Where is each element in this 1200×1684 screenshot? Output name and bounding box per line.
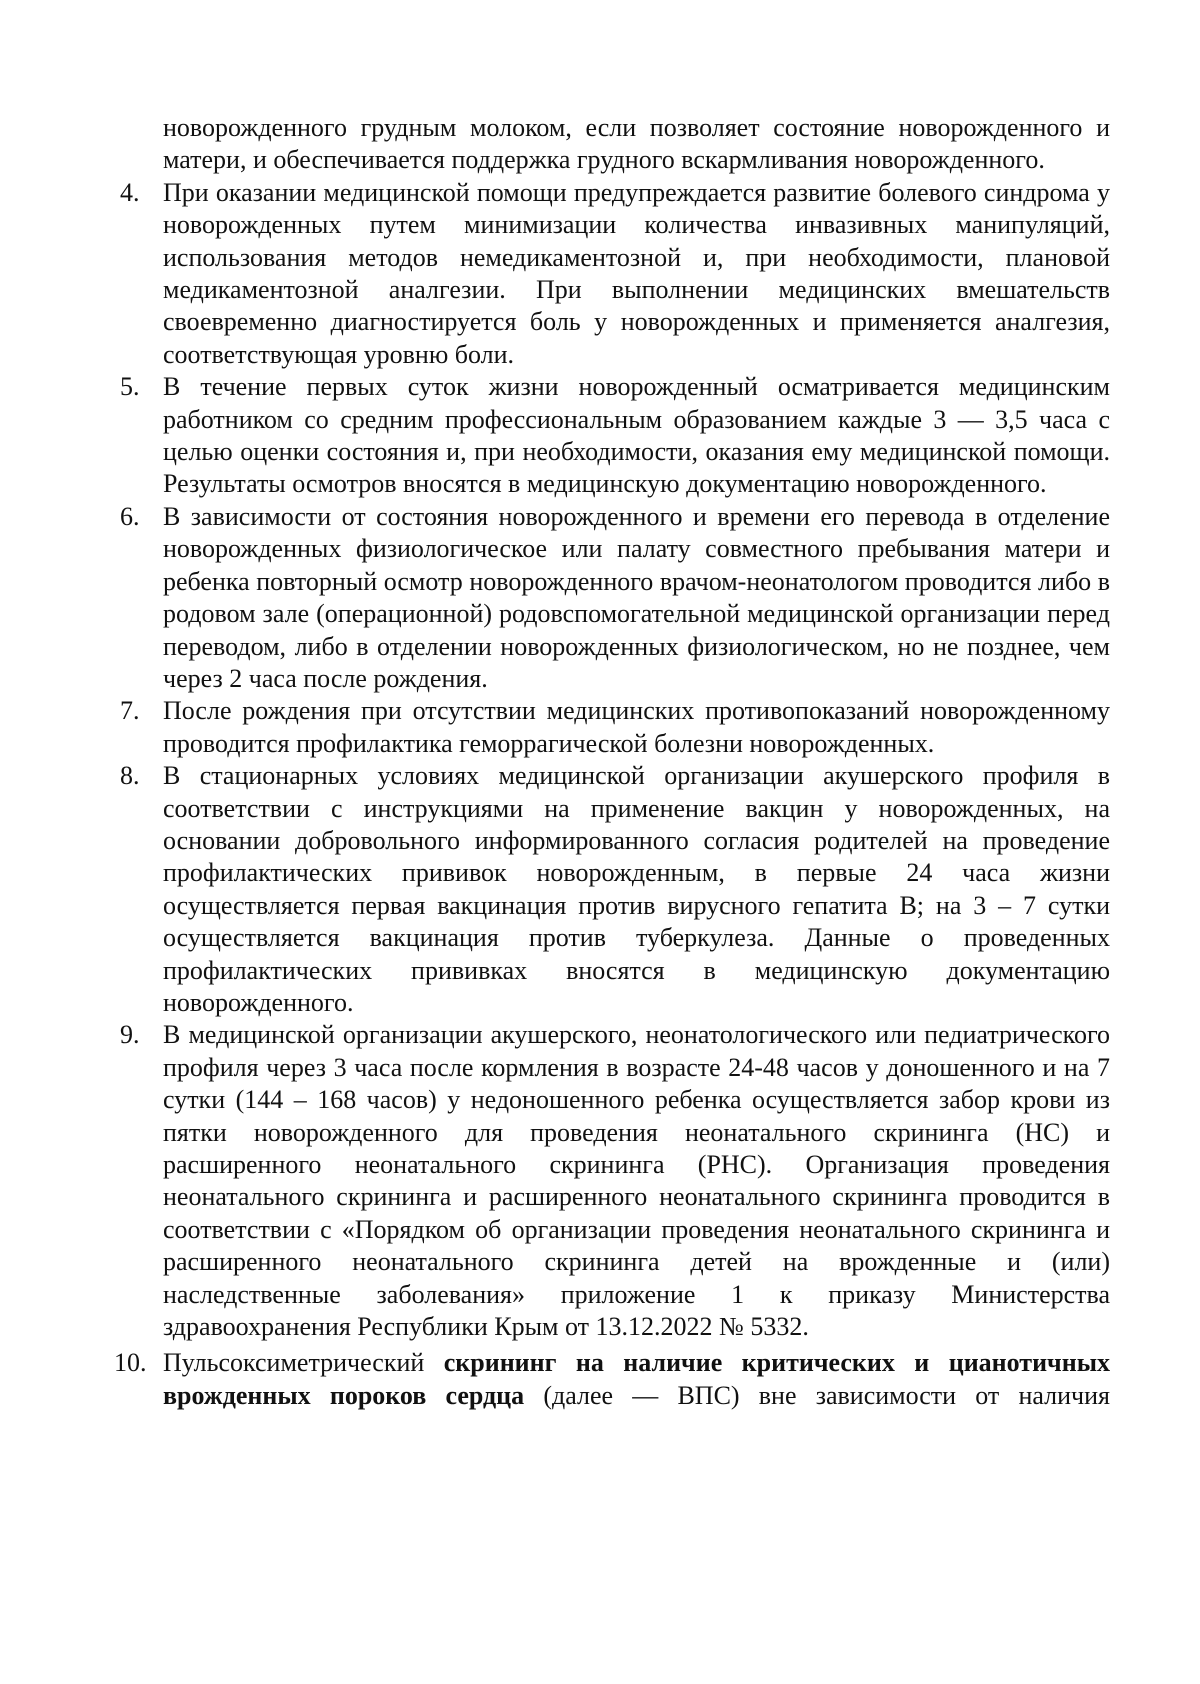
list-item-text: После рождения при отсутствии медицинских противопоказаний новорожденному проводится профилактика геморрагической болезни новорожденных.	[163, 696, 1110, 758]
list-item-9	[120, 1019, 1110, 1343]
list-item-text: В зависимости от состояния новорожденного и времени его перевода в отделение новорожденных физиологическое или палату совместного пребывания матери и ребенка повторный осмотр новорожденного врачом-неонатологом проводится либо в родовом зале (операционной) родовспомогательной медицинской организации перед переводом, либо в отделении новорожденных физиологическом, но не позднее, чем через 2 часа после рождения.	[163, 501, 1110, 693]
list-item-text-bold: скрининг на наличие критических и цианотичных врожденных пороков сердца	[163, 1348, 1111, 1410]
list-item-5	[120, 371, 1110, 501]
list-item-number: 7.	[120, 696, 140, 726]
list-item-number: 10.	[114, 1348, 147, 1378]
list-item-7	[120, 695, 1110, 760]
list-item-text-part: (далее — ВПС) вне зависимости от наличия	[524, 1380, 1110, 1410]
list-item-text: В медицинской организации акушерского, неонатологического или педиатрического профиля через 3 часа после кормления в возрасте 24-48 часов у доношенного и на 7 сутки (144 – 168 часов) у недоношенного ребенка осуществляется забор крови из пятки новорожденного для проведения неонатального скрининга (НС) и расширенного неонатального скрининга (РНС). Организация проведения неонатального скрининга и расширенного неонатального скрининга проводится в соответствии с «Порядком об организации проведения неонатального скрининга и расширенного неонатального скрининга детей на врожденные и (или) наследственные заболевания» приложение 1 к приказу Министерства здравоохранения Республики Крым от 13.12.2022 № 5332.	[163, 1020, 1110, 1342]
list-item-number: 5.	[120, 372, 140, 402]
list-item-number: 9.	[120, 1020, 140, 1050]
list-item-4	[120, 177, 1110, 371]
list-item-6	[120, 501, 1110, 695]
document-body	[114, 112, 1111, 1412]
list-item-text: При оказании медицинской помощи предупреждается развитие болевого синдрома у новорожденных путем минимизации количества инвазивных манипуляций, использования методов немедикаментозной и, при необходимости, плановой медикаментозной аналгезии. При выполнении медицинских вмешательств своевременно диагностируется боль у новорожденных и применяется аналгезия, соответствующая уровню боли.	[163, 177, 1110, 369]
list-item-text-part: Пульсоксиметрический	[163, 1348, 444, 1378]
list-item-number: 4.	[120, 177, 140, 207]
list-item-number: 8.	[120, 761, 140, 791]
list-item-text: В течение первых суток жизни новорожденный осматривается медицинским работником со средним профессиональным образованием каждые 3 — 3,5 часа с целью оценки состояния и, при необходимости, оказания ему медицинской помощи. Результаты осмотров вносятся в медицинскую документацию новорожденного.	[163, 372, 1110, 499]
continuation-paragraph: новорожденного грудным молоком, если позволяет состояние новорожденного и матери, и обеспечивается поддержка грудного вскармливания новорожденного.	[163, 113, 1110, 175]
list-item-text: В стационарных условиях медицинской организации акушерского профиля в соответствии с инструкциями на применение вакцин у новорожденных, на основании добровольного информированного согласия родителей на проведение профилактических прививок новорожденным, в первые 24 часа жизни осуществляется первая вакцинация против вирусного гепатита В; на 3 – 7 сутки осуществляется вакцинация против туберкулеза. Данные о проведенных профилактических прививках вносятся в медицинскую документацию новорожденного.	[163, 761, 1110, 1017]
list-item-8	[120, 760, 1110, 1019]
list-item-number: 6.	[120, 501, 140, 531]
list-item-10	[114, 1347, 1111, 1412]
